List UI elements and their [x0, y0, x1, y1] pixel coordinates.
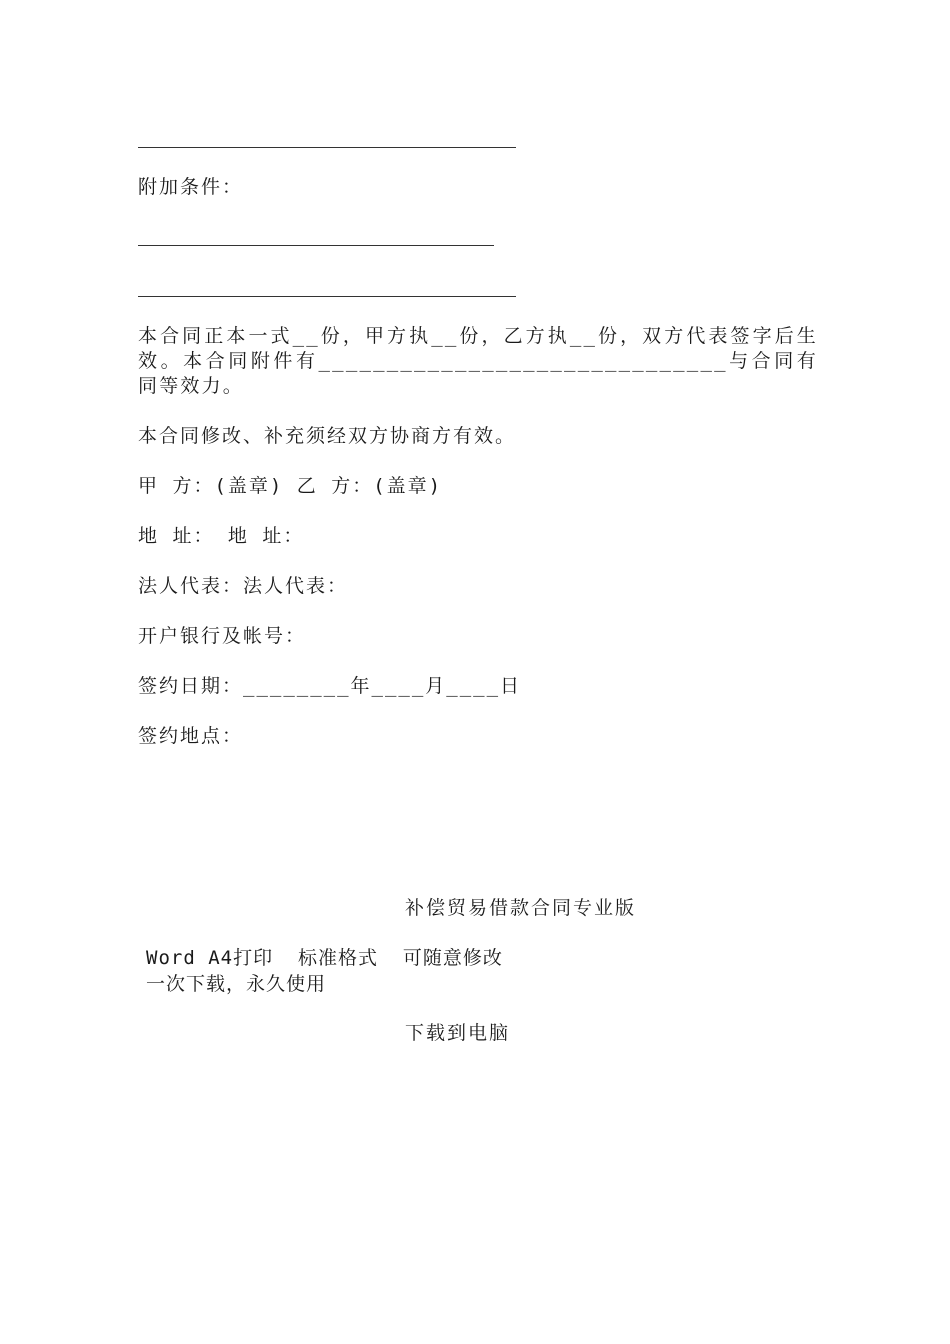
party-line: 甲 方：(盖章) 乙 方：(盖章)	[138, 475, 443, 497]
copies-paragraph: 本合同正本一式__份，甲方执__份，乙方执__份，双方代表签字后生效。本合同附件有______________________________与合同有同等效力。	[138, 325, 818, 397]
blank-fill-line	[138, 147, 516, 148]
sign-place-line: 签约地点：	[138, 725, 244, 747]
download-link[interactable]: 下载到电脑	[405, 1022, 511, 1044]
promo-features: Word A4打印 标准格式 可随意修改	[146, 947, 503, 969]
address-line: 地 址： 地 址：	[138, 525, 305, 547]
blank-fill-line	[138, 245, 494, 246]
bank-line: 开户银行及帐号：	[138, 625, 307, 647]
attachment-label: 附加条件：	[138, 176, 244, 198]
blank-fill-line	[138, 296, 516, 297]
promo-usage: 一次下载，永久使用	[146, 973, 327, 995]
legal-rep-line: 法人代表：法人代表：	[138, 575, 349, 597]
amend-clause: 本合同修改、补充须经双方协商方有效。	[138, 425, 517, 447]
sign-date-line: 签约日期：________年____月____日	[138, 675, 522, 697]
promo-title[interactable]: 补偿贸易借款合同专业版	[405, 897, 637, 919]
